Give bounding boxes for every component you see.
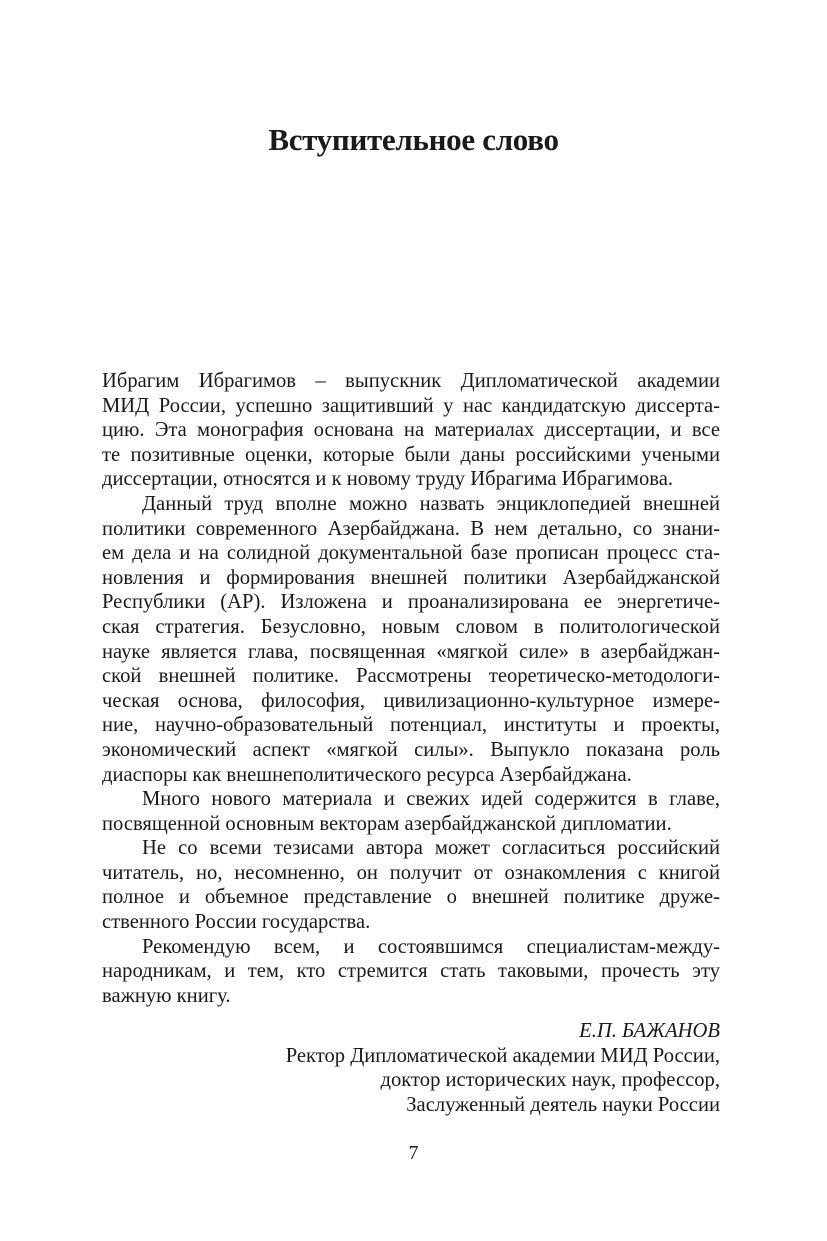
author-degree: доктор исторических наук, профессор, (380, 1069, 720, 1092)
signature-block (286, 1019, 720, 1117)
author-position: Ректор Дипломатической академии МИД России, (285, 1044, 720, 1067)
text-line: Ибрагим Ибрагимов – выпускник Дипломатической академии (102, 370, 720, 392)
paragraph-3 (102, 787, 720, 836)
text-line: ем дела и на солидной документальной базе прописан процесс ста- (102, 542, 720, 565)
text-line: диаспоры как внешнеполитического ресурса Азербайджана. (102, 763, 632, 786)
text-line: экономический аспект «мягкой силы». Выпукло показана роль (102, 738, 720, 761)
text-line: ской внешней политике. Рассмотрены теоретическо-методологи- (102, 665, 720, 688)
body-text (102, 369, 720, 1008)
paragraph-4 (102, 836, 720, 934)
text-line: диссертации, относятся и к новому труду Ибрагима Ибрагимова. (102, 468, 673, 491)
text-line: Республики (АР). Изложена и проанализирована ее энергетиче- (102, 591, 720, 614)
text-line: народникам, и тем, кто стремится стать таковыми, прочесть эту (102, 960, 720, 983)
paragraph-2 (102, 492, 720, 787)
text-line: политики современного Азербайджана. В нем детально, со знани- (102, 517, 720, 540)
paragraph-1 (102, 369, 720, 492)
text-line: посвященной основным векторам азербайджанской дипломатии. (102, 812, 672, 835)
text-line: ческая основа, философия, цивилизационно-культурное измере- (102, 689, 720, 712)
page-title: Вступительное слово (268, 122, 559, 157)
text-line: Не со всеми тезисами автора может согласиться российский (142, 837, 720, 860)
text-line: новления и формирования внешней политики Азербайджанской (102, 566, 720, 589)
page-number: 7 (408, 1142, 419, 1164)
author-name: Е.П. БАЖАНОВ (579, 1020, 720, 1042)
author-honor: Заслуженный деятель науки России (406, 1093, 720, 1116)
text-line: ственного России государства. (102, 911, 371, 934)
text-line: науке является глава, посвященная «мягкой силе» в азербайджан- (102, 640, 720, 663)
text-line: ская стратегия. Безусловно, новым словом в политологической (102, 615, 720, 638)
text-line: Рекомендую всем, и состоявшимся специалистам-между- (142, 935, 720, 958)
text-line: Данный труд вполне можно назвать энциклопедией внешней (142, 492, 720, 515)
text-line: Много нового материала и свежих идей содержится в главе, (142, 788, 720, 811)
text-line: полное и объемное представление о внешней политике друже- (102, 886, 720, 909)
text-line: цию. Эта монография основана на материалах диссертации, и все (102, 419, 720, 442)
text-line: МИД России, успешно защитивший у нас кандидатскую диссерта- (102, 394, 720, 417)
text-line: читатель, но, несомненно, он получит от ознакомления с книгой (102, 861, 720, 884)
paragraph-5 (102, 935, 720, 1009)
text-line: ние, научно-образовательный потенциал, институты и проекты, (102, 714, 720, 737)
text-line: те позитивные оценки, которые были даны российскими учеными (102, 443, 720, 466)
text-line: важную книгу. (102, 984, 231, 1007)
